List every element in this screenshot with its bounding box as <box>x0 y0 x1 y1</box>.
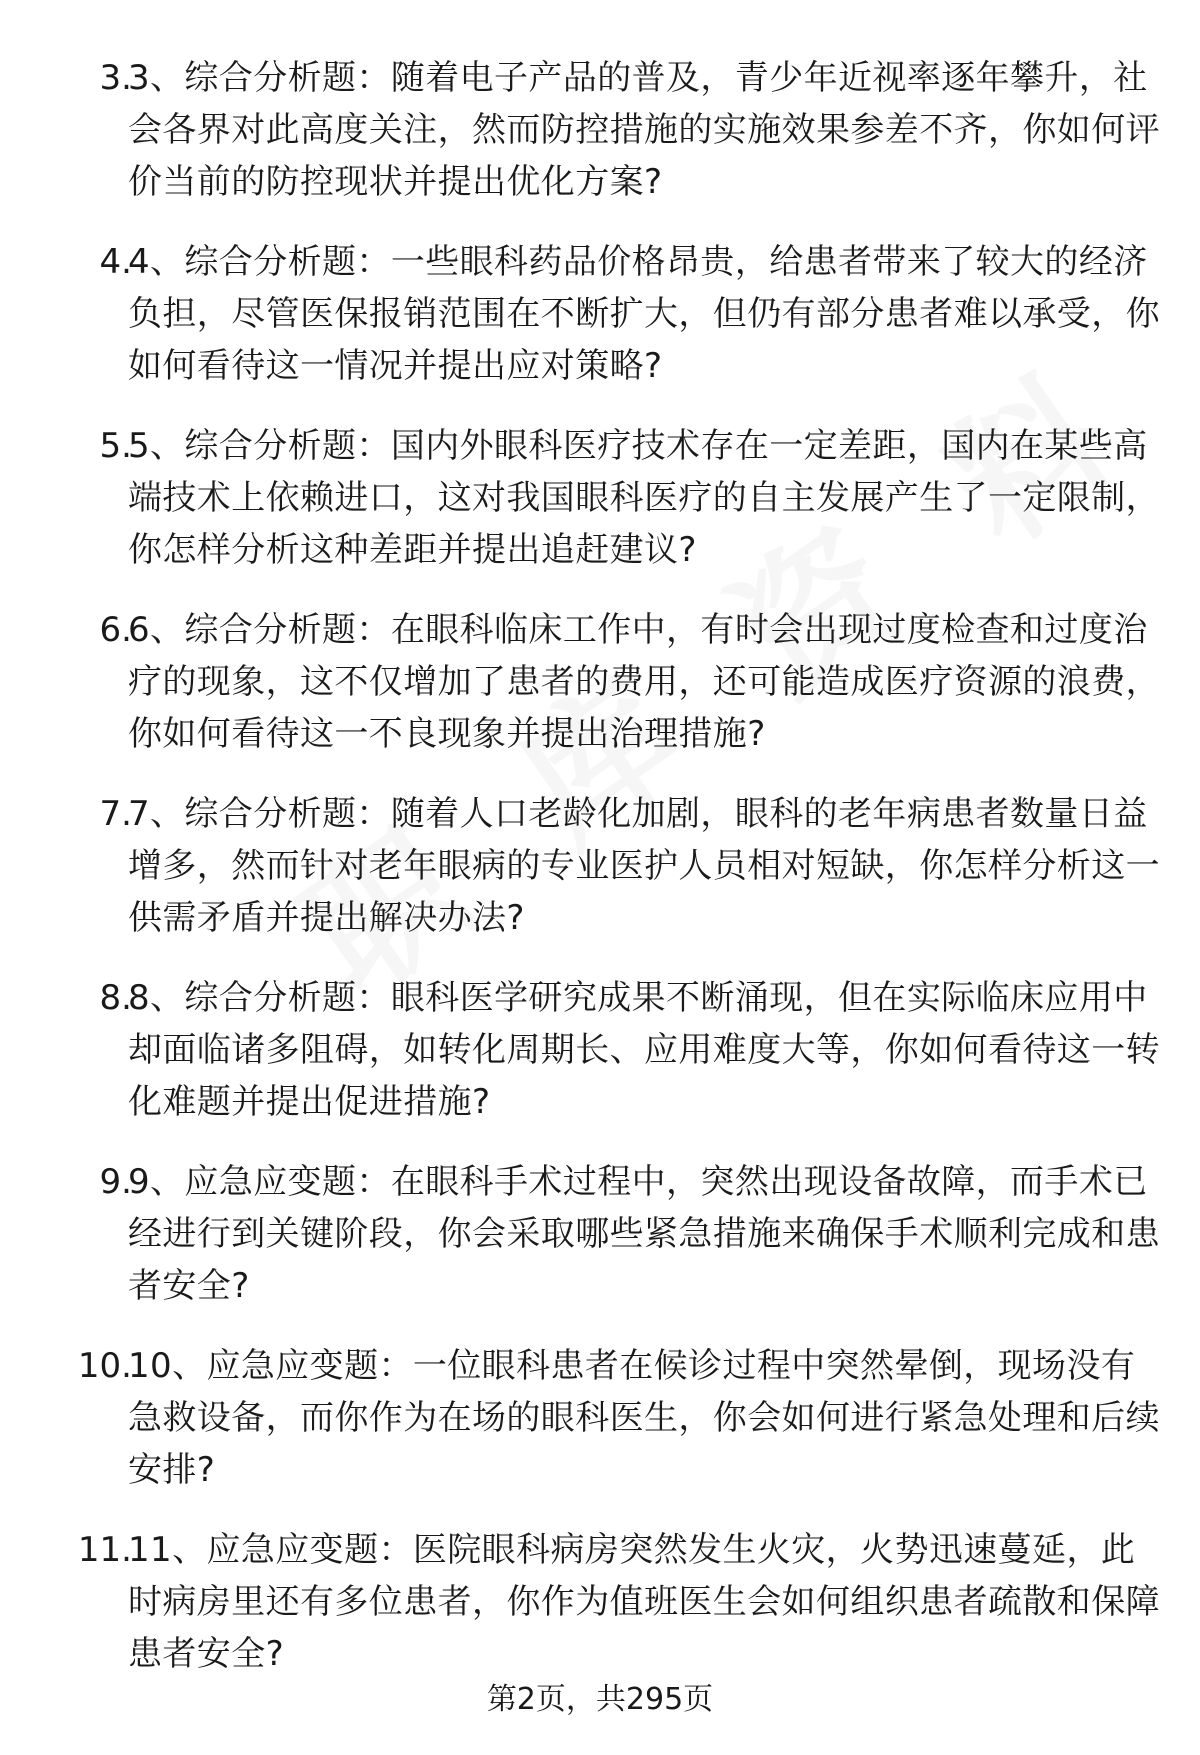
question-item <box>0 604 1200 788</box>
question-number: 3. <box>99 58 132 98</box>
question-item <box>0 1156 1200 1340</box>
question-number: 10. <box>77 1346 132 1386</box>
question-text: 8、综合分析题：眼科医学研究成果不断涌现，但在实际临床应用中却面临诸多阻碍，如转化周期长、应用难度大等，你如何看待这一转化难题并提出促进措施? <box>128 978 1160 1122</box>
page-footer: 第2页，共295页 <box>486 1682 714 1717</box>
question-number: 8. <box>99 978 132 1018</box>
question-item <box>0 236 1200 420</box>
question-number: 7. <box>99 794 132 834</box>
question-list <box>0 52 1200 1708</box>
question-number: 9. <box>99 1162 132 1202</box>
question-item <box>0 788 1200 972</box>
question-number: 5. <box>99 426 132 466</box>
question-text: 11、应急应变题：医院眼科病房突然发生火灾，火势迅速蔓延，此时病房里还有多位患者，你作为值班医生会如何组织患者疏散和保障患者安全? <box>128 1530 1160 1674</box>
question-text: 3、综合分析题：随着电子产品的普及，青少年近视率逐年攀升，社会各界对此高度关注，然而防控措施的实施效果参差不齐，你如何评价当前的防控现状并提出优化方案? <box>128 58 1160 202</box>
question-text: 4、综合分析题：一些眼科药品价格昂贵，给患者带来了较大的经济负担，尽管医保报销范围在不断扩大，但仍有部分患者难以承受，你如何看待这一情况并提出应对策略? <box>128 242 1160 386</box>
question-item <box>0 1340 1200 1524</box>
question-number: 6. <box>99 610 132 650</box>
question-item <box>0 52 1200 236</box>
question-text: 6、综合分析题：在眼科临床工作中，有时会出现过度检查和过度治疗的现象，这不仅增加了患者的费用，还可能造成医疗资源的浪费，你如何看待这一不良现象并提出治理措施? <box>128 610 1160 754</box>
question-text: 7、综合分析题：随着人口老龄化加剧，眼科的老年病患者数量日益增多，然而针对老年眼病的专业医护人员相对短缺，你怎样分析这一供需矛盾并提出解决办法? <box>128 794 1160 938</box>
question-text: 9、应急应变题：在眼科手术过程中，突然出现设备故障，而手术已经进行到关键阶段，你会采取哪些紧急措施来确保手术顺利完成和患者安全? <box>128 1162 1160 1306</box>
question-text: 5、综合分析题：国内外眼科医疗技术存在一定差距，国内在某些高端技术上依赖进口，这对我国眼科医疗的自主发展产生了一定限制，你怎样分析这种差距并提出追赶建议? <box>128 426 1160 570</box>
question-number: 4. <box>99 242 132 282</box>
question-item <box>0 420 1200 604</box>
question-text: 10、应急应变题：一位眼科患者在候诊过程中突然晕倒，现场没有急救设备，而你作为在场的眼科医生，你会如何进行紧急处理和后续安排? <box>128 1346 1160 1490</box>
question-number: 11. <box>77 1530 132 1570</box>
question-item <box>0 972 1200 1156</box>
